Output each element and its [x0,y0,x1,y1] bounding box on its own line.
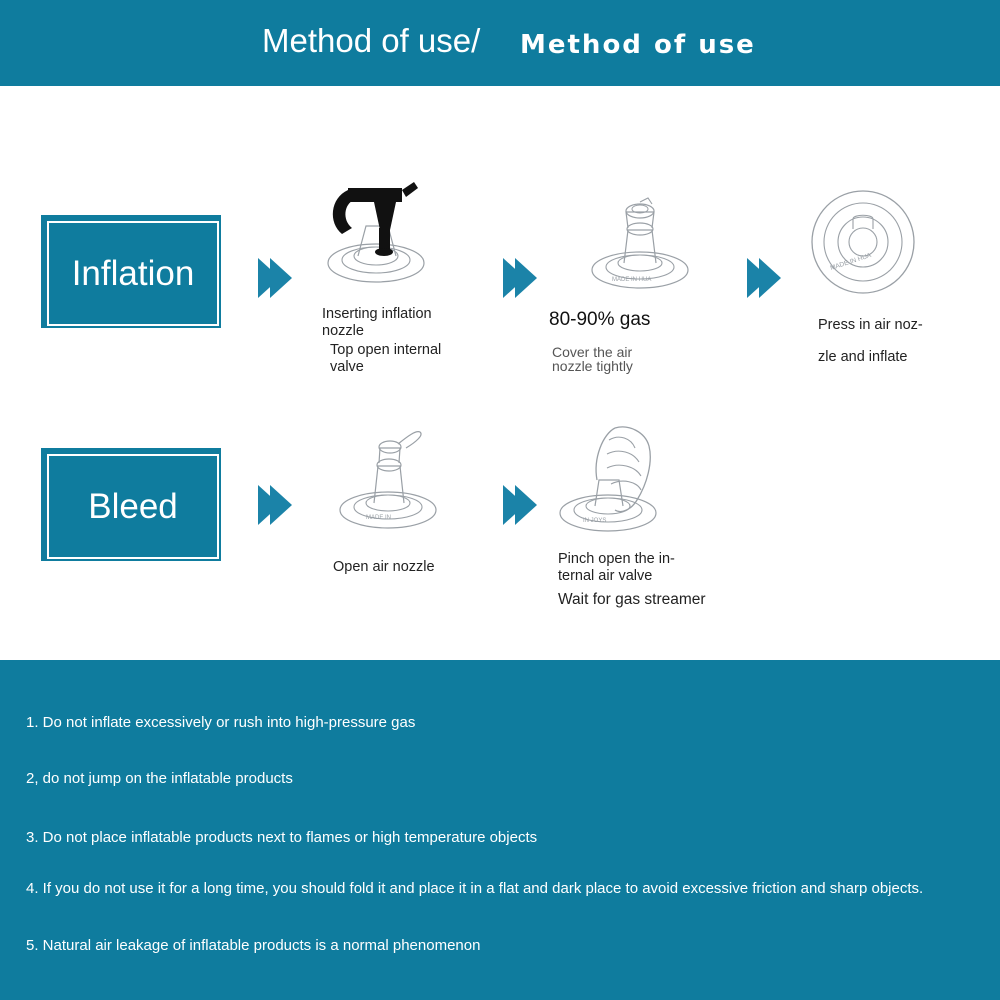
arrow-inflation-3 [747,258,783,298]
figure-open-nozzle [330,418,450,533]
caption-step-2-line2: nozzle tightly [552,358,633,374]
arrow-bleed-2 [503,485,539,525]
note-item-3: 3. Do not place inflatable products next to flames or high temperature objects [26,829,538,846]
chevron-right-icon [759,258,781,298]
label-box-inflation [41,215,221,328]
note-item-4: 4. If you do not use it for a long time, you should fold it and place it in a flat and dark place to avoid excessive friction and sharp objects. [26,880,924,897]
figure-closed-valve [805,185,925,300]
figure-air-valve [578,188,703,293]
page-title-chinese: Method of use [520,30,756,60]
chevron-right-icon [515,485,537,525]
header-banner [0,0,1000,86]
label-box-bleed-border [47,454,219,559]
caption-step-5-line1: Pinch open the in- [558,551,675,567]
arrow-bleed-1 [258,485,294,525]
label-box-bleed [41,448,221,561]
svg-text:MADE IN HUA: MADE IN HUA [612,277,652,283]
caption-step-4-line1: Open air nozzle [333,559,435,575]
label-box-bleed-text: Bleed [88,486,178,526]
figure-pinch-valve-hand [553,418,693,538]
caption-step-2-main: 80-90% gas [549,309,651,330]
caption-step-2-line1: Cover the air [552,344,633,360]
note-item-5: 5. Natural air leakage of inflatable products is a normal phenomenon [26,937,481,954]
caption-step-1-line2: nozzle [322,323,364,339]
chevron-right-icon [270,485,292,525]
caption-step-1-line1: Inserting inflation [322,306,432,322]
caption-step-1-line3: Top open internal [330,342,442,358]
caption-step-5-line2: ternal air valve [558,568,653,584]
caption-step-5-line3: Wait for gas streamer [558,591,706,608]
arrow-inflation-2 [503,258,539,298]
svg-text:IN JOYS: IN JOYS [583,518,607,524]
svg-text:MADE IN HUA: MADE IN HUA [829,252,873,272]
chevron-right-icon [270,258,292,298]
svg-text:MADE IN: MADE IN [366,515,392,521]
label-box-inflation-text: Inflation [71,253,195,293]
page-title-english: Method of use/ [262,22,481,59]
label-box-inflation-border [47,221,219,326]
arrow-inflation-1 [258,258,294,298]
figure-inflation-nozzle [318,168,448,288]
caption-step-3-line1: Press in air noz- [818,317,923,333]
note-item-2: 2, do not jump on the inflatable products [26,770,293,787]
caption-step-1-line4: valve [330,359,364,375]
note-item-1: 1. Do not inflate excessively or rush into high-pressure gas [26,714,416,731]
caption-step-3-line2: zle and inflate [818,349,908,365]
chevron-right-icon [515,258,537,298]
